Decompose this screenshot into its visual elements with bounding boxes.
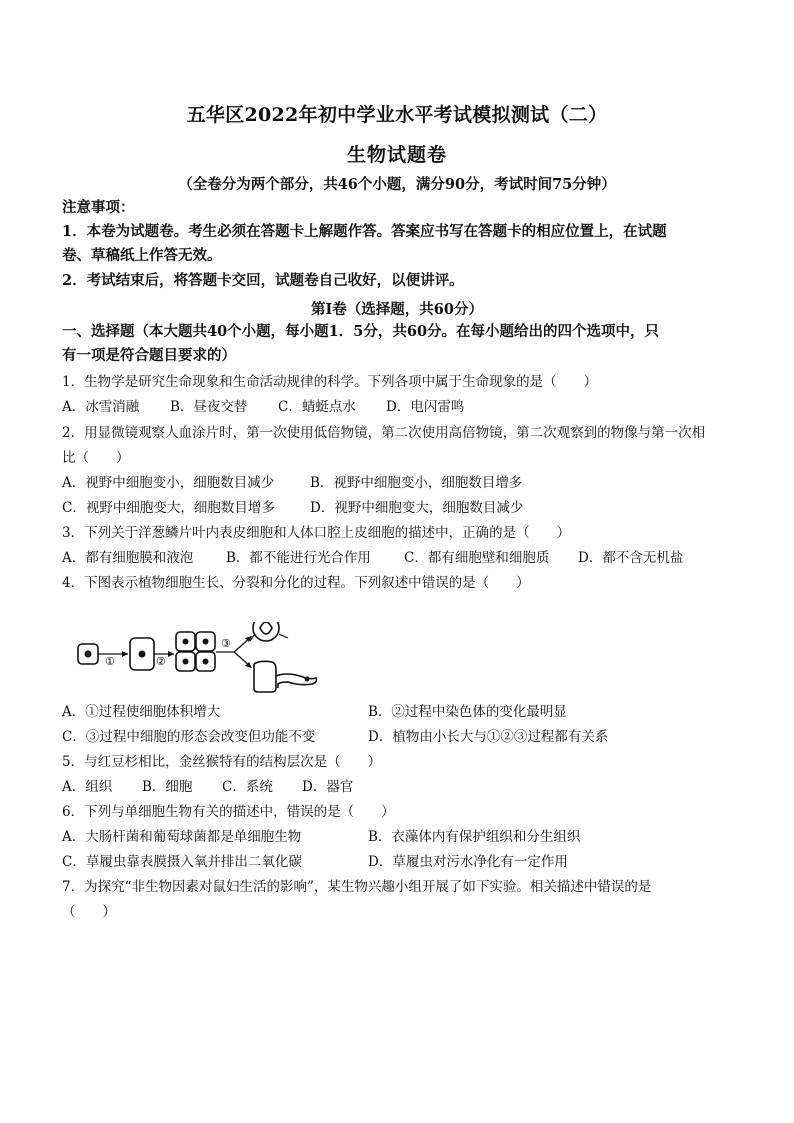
q5-option-c: C．系统 [222,779,273,795]
q7-stem-line-2: （ ） [62,904,116,920]
q4-stem: 4．下图表示植物细胞生长、分裂和分化的过程。下列叙述中错误的是（ ） [62,575,530,591]
q3-option-d: D．都不含无机盐 [578,550,684,566]
q6-option-c: C．草履虫靠表膜摄入氧并排出二氧化碳 [62,854,302,870]
q5-option-a: A．组织 [62,779,113,795]
q6-stem: 6．下列与单细胞生物有关的描述中，错误的是（ ） [62,804,395,820]
diagram-label-3: ③ [221,637,231,650]
q7-stem-line-1: 7．为探究“非生物因素对鼠妇生活的影响”，某生物兴趣小组开展了如下实验。相关描述中错误的是 [62,879,652,895]
diagram-guard-cell [250,622,288,641]
diagram-label-1: ① [105,655,115,668]
q6-option-b: B．衣藻体内有保护组织和分生组织 [368,829,581,845]
q1-option-d: D．电闪雷鸣 [386,399,465,415]
q1-option-a: A．冰雪消融 [62,399,140,415]
exam-title: 五华区2022年初中学业水平考试模拟测试（二） [186,104,608,126]
q6-option-a: A．大肠杆菌和葡萄球菌都是单细胞生物 [62,829,302,845]
q6-option-d: D．草履虫对污水净化有一定作用 [368,854,568,870]
q4-option-b: B．②过程中染色体的变化最明显 [368,704,567,720]
notice-heading: 注意事项： [62,199,135,216]
q1-option-c: C．蜻蜓点水 [278,399,356,415]
q4-option-a: A．①过程使细胞体积增大 [62,704,221,720]
q3-stem: 3．下列关于洋葱鳞片叶内表皮细胞和人体口腔上皮细胞的描述中，正确的是（ ） [62,525,571,541]
section-heading-line-1: 一、选择题（本大题共40个小题，每小题1．5分，共60分。在每小题给出的四个选项中，只 [62,323,660,340]
notice-item-2: 2．考试结束后，将答题卡交回，试题卷自己收好，以便讲评。 [62,272,464,289]
q2-option-c: C．视野中细胞变大，细胞数目增多 [62,500,275,516]
q3-option-b: B．都不能进行光合作用 [226,550,371,566]
q2-stem-line-1: 2．用显微镜观察人血涂片时，第一次使用低倍物镜，第二次使用高倍物镜，第二次观察到的物像与第一次相 [62,425,706,441]
q4-option-c: C．③过程中细胞的形态会改变但功能不变 [62,729,316,745]
section-heading-line-2: 有一项是符合题目要求的） [62,347,236,364]
q2-option-b: B．视野中细胞变小，细胞数目增多 [310,475,523,491]
q3-option-a: A．都有细胞膜和液泡 [62,550,194,566]
diagram-cells-divided [176,632,215,671]
q2-stem-line-2: 比（ ） [62,450,130,466]
diagram-label-2: ② [156,655,166,668]
q1-stem: 1．生物学是研究生命现象和生命活动规律的科学。下列各项中属于生命现象的是（ ） [62,374,598,390]
exam-note: （全卷分为两个部分，共46个小题，满分90分，考试时间75分钟） [178,176,616,193]
q4-option-d: D．植物由小长大与①②③过程都有关系 [368,729,609,745]
q2-option-a: A．视野中细胞变小，细胞数目减少 [62,475,275,491]
q2-option-d: D．视野中细胞变大，细胞数目减少 [310,500,524,516]
q1-option-b: B．昼夜交替 [170,399,248,415]
q5-option-b: B．细胞 [142,779,193,795]
exam-subtitle: 生物试题卷 [346,144,447,166]
q5-stem: 5．与红豆杉相比，金丝猴特有的结构层次是（ ） [62,754,382,770]
part1-title: 第Ⅰ卷（选择题，共60分） [311,301,483,318]
notice-item-1-line-2: 卷、草稿纸上作答无效。 [62,247,222,264]
cell-division-diagram [74,622,324,694]
q3-option-c: C．都有细胞壁和细胞质 [404,550,550,566]
notice-item-1-line-1: 1．本卷为试题卷。考生必须在答题卡上解题作答。答案应书写在答题卡的相应位置上，在试题 [62,223,667,240]
q5-option-d: D．器官 [302,779,354,795]
